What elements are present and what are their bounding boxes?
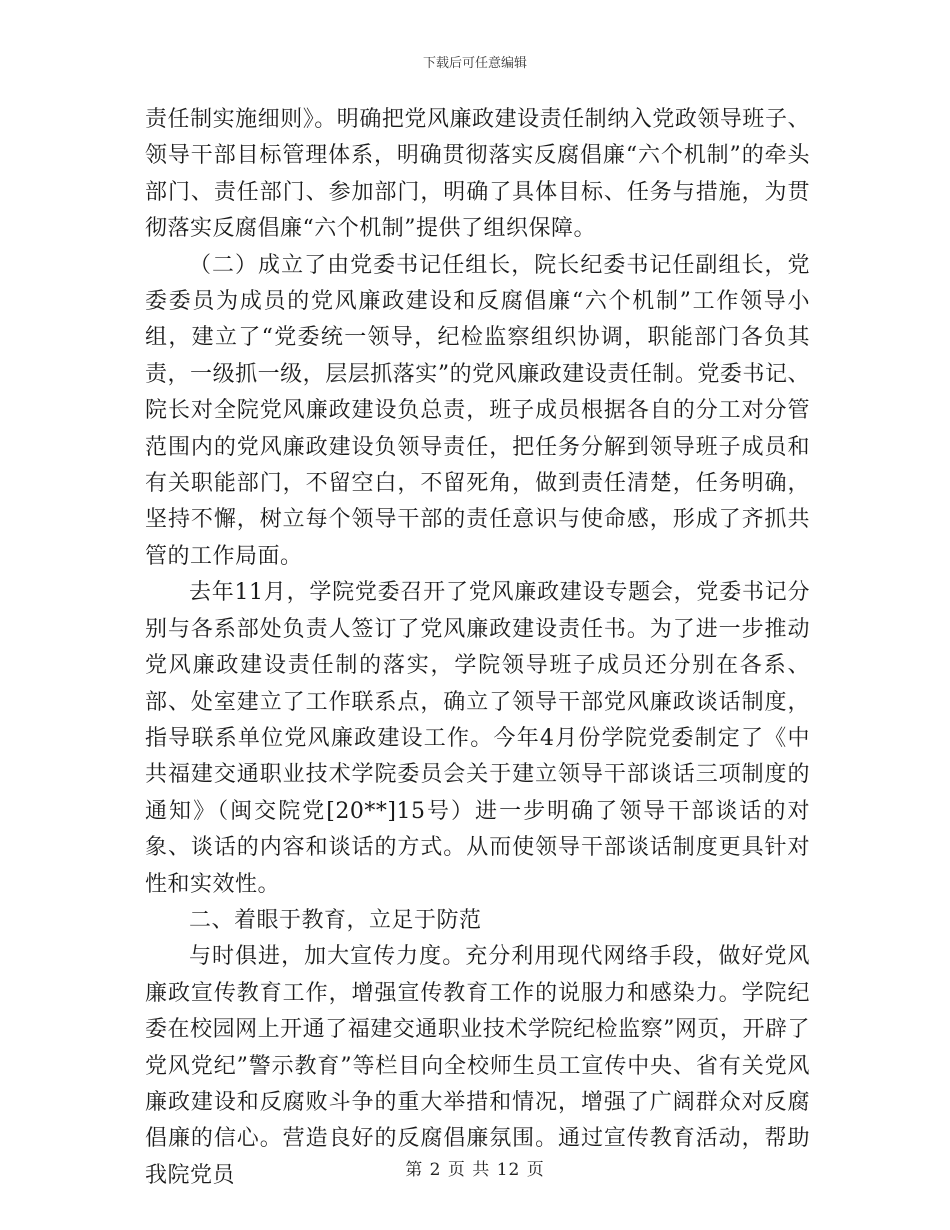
header-note: 下载后可任意编辑 bbox=[422, 56, 527, 71]
paragraph-3: 去年11月，学院党委召开了党风廉政建设专题会，党委书记分别与各系部处负责人签订了党风廉政建设责任书。为了进一步推动党风廉政建设责任制的落实，学院领导班子成员还分别在各系、部、处室建立了工作联系点，确立了领导干部党风廉政谈话制度，指导联系单位党风廉政建设工作。今年4月份学院党委制定了《中共福建交通职业技术学院委员会关于建立领导干部谈话三项制度的通知》（闽交院党[20**]15号）进一步明确了领导干部谈话的对象、谈话的内容和谈话的方式。从而使领导干部谈话制度更具针对性和实效性。 bbox=[145, 580, 810, 897]
document-body bbox=[145, 102, 810, 1194]
paragraph-2: （二）成立了由党委书记任组长，院长纪委书记任副组长，党委委员为成员的党风廉政建设和反腐倡廉“六个机制”工作领导小组，建立了“党委统一领导，纪检监察组织协调，职能部门各负其责，一级抓一级，层层抓落实”的党风廉政建设责任制。党委书记、院长对全院党风廉政建设负总责，班子成员根据各自的分工对分管范围内的党风廉政建设负领导责任，把任务分解到领导班子成员和有关职能部门，不留空白，不留死角，做到责任清楚，任务明确，坚持不懈，树立每个领导干部的责任意识与使命感，形成了齐抓共管的工作局面。 bbox=[145, 252, 810, 569]
section-heading: 二、着眼于教育，立足于防范 bbox=[189, 907, 482, 933]
paragraph-1: 责任制实施细则》。明确把党风廉政建设责任制纳入党政领导班子、领导干部目标管理体系，明确贯彻落实反腐倡廉“六个机制”的牵头部门、责任部门、参加部门，明确了具体目标、任务与措施，为贯彻落实反腐倡廉“六个机制”提供了组织保障。 bbox=[145, 107, 810, 242]
paragraph-4: 与时俱进，加大宣传力度。充分利用现代网络手段，做好党风廉政宣传教育工作，增强宣传教育工作的说服力和感染力。学院纪委在校园网上开通了福建交通职业技术学院纪检监察”网页，开辟了党风党纪”警示教育”等栏目向全校师生员工宣传中央、省有关党风廉政建设和反腐败斗争的重大举措和情况，增强了广阔群众对反腐倡廉的信心。营造良好的反腐倡廉氛围。通过宣传教育活动，帮助我院党员 bbox=[145, 944, 810, 1188]
page-number: 第 2 页 共 12 页 bbox=[405, 1160, 545, 1180]
